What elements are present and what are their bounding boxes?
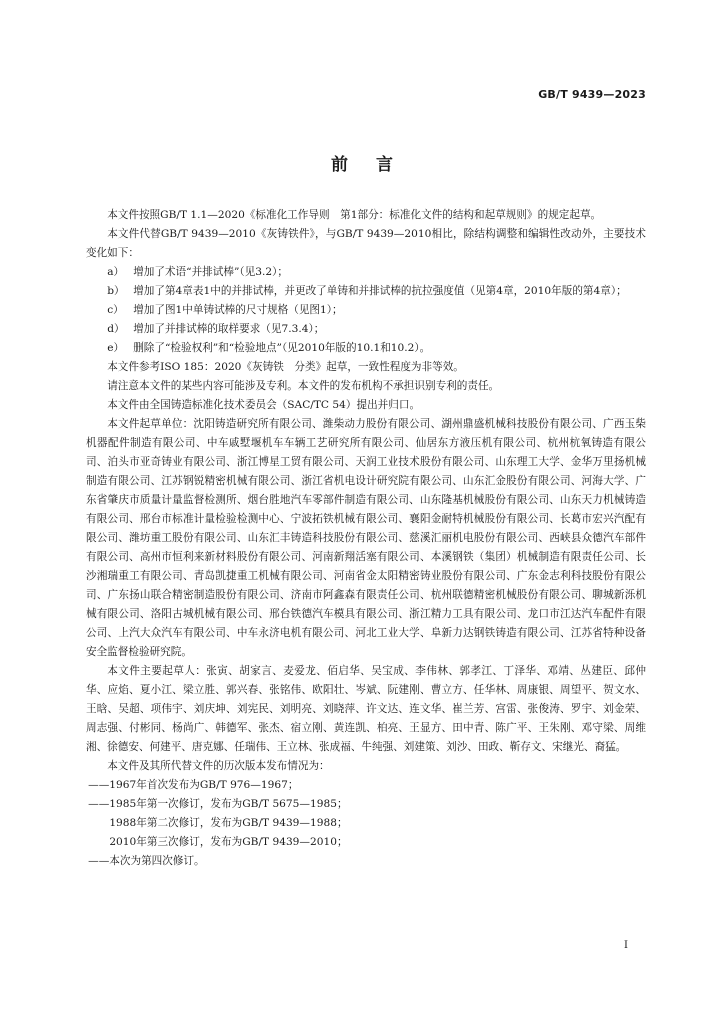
history-item: 1988年第二次修订，发布为GB/T 9439—1988； [109, 817, 348, 829]
change-item [86, 301, 646, 320]
change-mark: b） [107, 285, 125, 297]
history-item: ——本次为第四次修订。 [88, 855, 205, 867]
change-text: 增加了术语“并排试棒”（见3.2）； [133, 266, 288, 278]
page-number: I [624, 940, 628, 951]
paragraph-drafting-rules: 本文件按照GB/T 1.1—2020《标准化工作导则 第1部分：标准化文件的结构和起草规则》的规定起草。 [107, 209, 602, 221]
paragraph-proposer: 本文件由全国铸造标准化技术委员会（SAC/TC 54）提出并归口。 [107, 399, 421, 411]
foreword-body [86, 206, 646, 871]
change-text: 删除了“检验权利”和“检验地点”（见2010年版的10.1和10.2）。 [133, 342, 431, 354]
change-mark: c） [107, 304, 124, 316]
version-history [86, 776, 646, 871]
change-text: 增加了并排试棒的取样要求（见7.3.4）； [133, 323, 325, 335]
history-item: ——1985年第一次修订，发布为GB/T 5675—1985； [88, 798, 348, 810]
change-text: 增加了第4章表1中的并排试棒，并更改了单铸和并排试棒的抗拉强度值（见第4章，2010年版的第4章）； [133, 285, 627, 297]
paragraph-iso-reference: 本文件参考ISO 185：2020《灰铸铁 分类》起草，一致性程度为非等效。 [107, 361, 464, 373]
history-item: ——1967年首次发布为GB/T 976—1967； [88, 779, 299, 791]
page-title: 前言 [331, 155, 421, 175]
change-item [86, 339, 646, 358]
change-mark: a） [107, 266, 125, 278]
paragraph-replacement: 本文件代替GB/T 9439—2010《灰铸铁件》，与GB/T 9439—2010相比，除结构调整和编辑性改动外，主要技术变化如下： [86, 228, 646, 259]
paragraph-drafting-units: 本文件起草单位：沈阳铸造研究所有限公司、潍柴动力股份有限公司、湖州鼎盛机械科技股份有限公司、广西玉柴机器配件制造有限公司、中车戚墅堰机车车辆工艺研究所有限公司、仙居东方液压机有限公司、杭州杭氧铸造有限公司、泊头市亚奇铸业有限公司、浙江博星工贸有限公司、天润工业技术股份有限公司、山东理工大学、金华万里扬机械制造有限公司、江苏钢锐精密机械有限公司、浙江省机电设计研究院有限公司、山东汇金股份有限公司、河海大学、广东省肇庆市质量计量监督检测所、烟台胜地汽车零部件制造有限公司、山东隆基机械股份有限公司、山东天力机械铸造有限公司、邢台市标准计量检验检测中心、宁波拓铁机械有限公司、襄阳金耐特机械股份有限公司、长葛市宏兴汽配有限公司、潍坊重工股份有限公司、山东汇丰铸造科技股份有限公司、慈溪汇丽机电股份有限公司、西峡县众德汽车部件有限公司、高州市恒利来新材料股份有限公司、河南新翔活塞有限公司、本溪钢铁（集团）机械制造有限责任公司、长沙湘瑞重工有限公司、青岛凯捷重工机械有限公司、河南省金太阳精密铸业股份有限公司、广东金志利科技股份有限公司、广东扬山联合精密制造股份有限公司、济南市阿鑫森有限责任公司、杭州联德精密机械股份有限公司、聊城新泺机械有限公司、洛阳古城机械有限公司、邢台铁德汽车模具有限公司、浙江精力工具有限公司、龙口市江达汽车配件有限公司、上汽大众汽车有限公司、中车永济电机有限公司、河北工业大学、阜新力达钢铁铸造有限公司、江苏省特种设备安全监督检验研究院。 [86, 418, 646, 658]
change-item [86, 282, 646, 301]
history-item: 2010年第三次修订，发布为GB/T 9439—2010； [109, 836, 348, 848]
paragraph-history-intro: 本文件及其所代替文件的历次版本发布情况为： [107, 760, 330, 772]
change-mark: e） [107, 342, 125, 354]
paragraph-drafters: 本文件主要起草人：张寅、胡家言、麦爱龙、佰启华、吴宝成、李伟林、郭孝江、丁泽华、邓靖、丛建臣、邱仲华、应焰、夏小江、梁立胜、郭兴春、张铭伟、欧阳壮、岑斌、阮建刚、曹立方、任华林、周康银、周望平、贺文水、王晗、吴超、项伟宇、刘庆坤、刘宪民、刘明亮、刘晓萍、许文达、连文华、崔兰芳、宫雷、张俊涛、罗宇、刘金荣、周志强、付彬同、杨尚广、韩德军、张杰、宿立刚、黄连凯、柏亮、王显方、田中青、陈广平、王朱刚、邓守梁、周维湘、徐德安、何建平、唐克娜、任瑞伟、王立林、张成福、牛纯强、刘建策、刘沙、田政、靳存文、宋继光、裔猛。 [86, 665, 646, 753]
change-text: 增加了图1中单铸试棒的尺寸规格（见图1）； [133, 304, 343, 316]
change-item [86, 320, 646, 339]
standard-code: GB/T 9439—2023 [538, 88, 646, 101]
change-item [86, 263, 646, 282]
change-mark: d） [107, 323, 125, 335]
paragraph-patent-notice: 请注意本文件的某些内容可能涉及专利。本文件的发布机构不承担识别专利的责任。 [107, 380, 500, 392]
